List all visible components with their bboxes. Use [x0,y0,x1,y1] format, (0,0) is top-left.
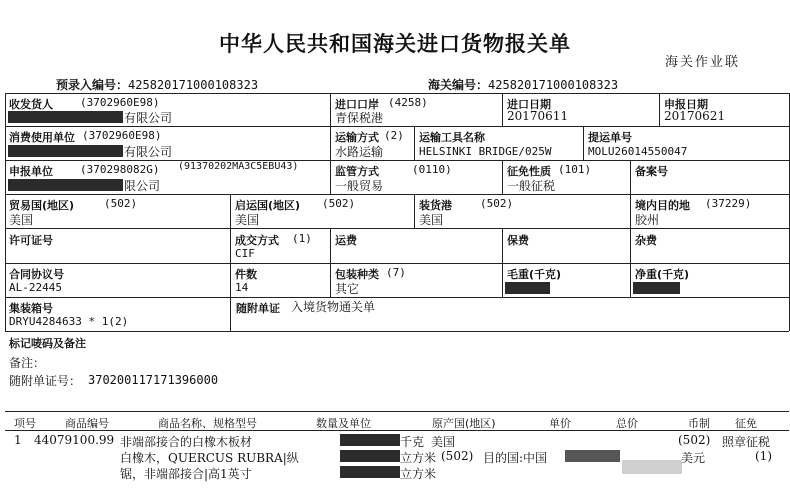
declarant-code: (370298082G) [80,163,160,176]
levy-nature-code: (101) [558,163,592,176]
consignee-name: 有限公司 [124,111,173,125]
port-label: 进口口岸 [335,98,379,111]
col-hs-code: 商品编号 [65,417,109,430]
goods-unit-2: 立方米 [400,451,437,465]
license-label: 许可证号 [9,234,53,247]
redacted-consumer-name [8,145,123,157]
customs-label: 海关编号： [428,78,489,92]
declarant-label: 申报单位 [9,165,53,178]
col-currency: 币制 [688,417,710,430]
destination-value: 胶州 [635,213,660,227]
supervision-code: (0110) [412,163,452,176]
col-total-price: 总价 [616,417,638,430]
port-code: (4258) [388,96,428,109]
redacted-total-price [622,460,682,474]
transport-label: 运输方式 [335,131,379,144]
attached-docs-label: 随附单证 [236,302,280,315]
redacted-qty-2 [340,450,400,462]
deal-label: 成交方式 [235,234,279,247]
consumer-code: (3702960E98) [82,129,162,142]
redacted-unit-price [565,450,620,462]
consumer-label: 消费使用单位 [9,131,75,144]
port-loading-code: (502) [480,197,514,210]
deal-code: (1) [292,232,312,245]
trade-country-code: (502) [104,197,138,210]
trade-country-label: 贸易国(地区) [9,199,75,212]
attached-docs-value: 入境货物通关单 [291,300,376,314]
vehicle-value: HELSINKI BRIDGE/025W [419,145,552,158]
redacted-net-weight [633,282,680,294]
insurance-label: 保费 [507,234,529,247]
goods-hs-code: 44079100.99 [34,433,115,447]
deal-value: CIF [235,247,255,260]
goods-unit-3: 立方米 [400,467,437,481]
destination-label: 境内目的地 [635,199,690,212]
gross-weight-label: 毛重(千克) [507,268,562,281]
transport-code: (2) [384,129,404,142]
port-loading-value: 美国 [419,213,444,227]
import-date-label: 进口日期 [507,98,551,111]
port-value: 青保税港 [335,111,384,125]
consignee-label: 收发货人 [9,98,53,111]
cert-label: 随附单证号： [9,374,82,388]
cert-value: 370200117171396000 [88,373,219,387]
redacted-consignee-name [8,111,123,123]
port-loading-label: 装货港 [419,199,452,212]
declarant-code2: (91370202MA3C5EBU43) [178,161,299,172]
col-qty-unit: 数量及单位 [316,417,371,430]
misc-fee-label: 杂费 [635,234,657,247]
packing-code: (7) [386,266,406,279]
redacted-gross-weight [505,282,550,294]
declarant-name: 限公司 [124,179,161,193]
freight-label: 运费 [335,234,357,247]
record-label: 备案号 [635,165,668,178]
bill-value: MOLU26014550047 [588,145,688,158]
trade-country-value: 美国 [9,213,34,227]
goods-levy-value: 照章征税 [722,435,771,449]
col-item-no: 项号 [14,417,36,430]
declare-date-value: 20170621 [664,109,726,123]
bill-label: 提运单号 [588,131,632,144]
prerecord-number [56,76,258,93]
col-name-spec: 商品名称、规格型号 [158,417,257,430]
destination-code: (37229) [705,197,752,210]
goods-levy-code: (1) [755,449,772,463]
prerecord-label: 预录入编号： [56,78,129,92]
levy-nature-value: 一般征税 [507,179,556,193]
prerecord-value: 425820171000108323 [128,78,259,92]
remark-label: 备注： [9,356,46,370]
consumer-name: 有限公司 [124,145,173,159]
transport-value: 水路运输 [335,145,384,159]
customs-value: 425820171000108323 [488,78,619,92]
form-title: 中华人民共和国海关进口货物报关单 [219,32,571,56]
marks-label: 标记唛码及备注 [9,337,86,350]
container-label: 集装箱号 [9,302,53,315]
origin-country-label: 启运国(地区) [235,199,301,212]
col-unit-price: 单价 [549,417,571,430]
packing-value: 其它 [335,282,360,296]
contract-label: 合同协议号 [9,268,64,281]
goods-origin-code: (502) [441,449,474,463]
declare-date-label: 申报日期 [664,98,708,111]
consignee-code: (3702960E98) [80,96,160,109]
col-levy: 征免 [735,417,757,430]
goods-unit-1: 千克 [400,435,425,449]
goods-origin-1: 美国 [431,435,456,449]
redacted-qty-1 [340,434,400,446]
packing-label: 包装种类 [335,268,379,281]
goods-name-line2: 白橡木，QUERCUS RUBRA|纵 [120,451,299,465]
import-date-value: 20170611 [507,109,569,123]
supervision-value: 一般贸易 [335,179,384,193]
net-weight-label: 净重(千克) [635,268,690,281]
pieces-label: 件数 [235,268,257,281]
goods-currency-name: 美元 [681,451,706,465]
container-value: DRYU4284633 * 1(2) [9,315,129,328]
redacted-declarant-name [8,179,123,191]
redacted-qty-3 [340,466,400,478]
col-origin: 原产国(地区) [432,417,496,430]
copy-label: 海关作业联 [665,55,741,70]
goods-destination: 目的国:中国 [483,451,548,465]
goods-item-no: 1 [14,433,22,447]
supervision-label: 监管方式 [335,165,379,178]
goods-name-line3: 锯，非端部接合|高1英寸 [120,467,252,481]
goods-name-line1: 非端部接合的白橡木板材 [120,435,253,449]
customs-number [428,76,618,93]
levy-nature-label: 征免性质 [507,165,551,178]
pieces-value: 14 [235,281,249,294]
origin-country-value: 美国 [235,213,260,227]
contract-value: AL-22445 [9,281,62,294]
origin-country-code: (502) [322,197,356,210]
vehicle-label: 运输工具名称 [419,131,485,144]
goods-currency-code: (502) [678,433,711,447]
